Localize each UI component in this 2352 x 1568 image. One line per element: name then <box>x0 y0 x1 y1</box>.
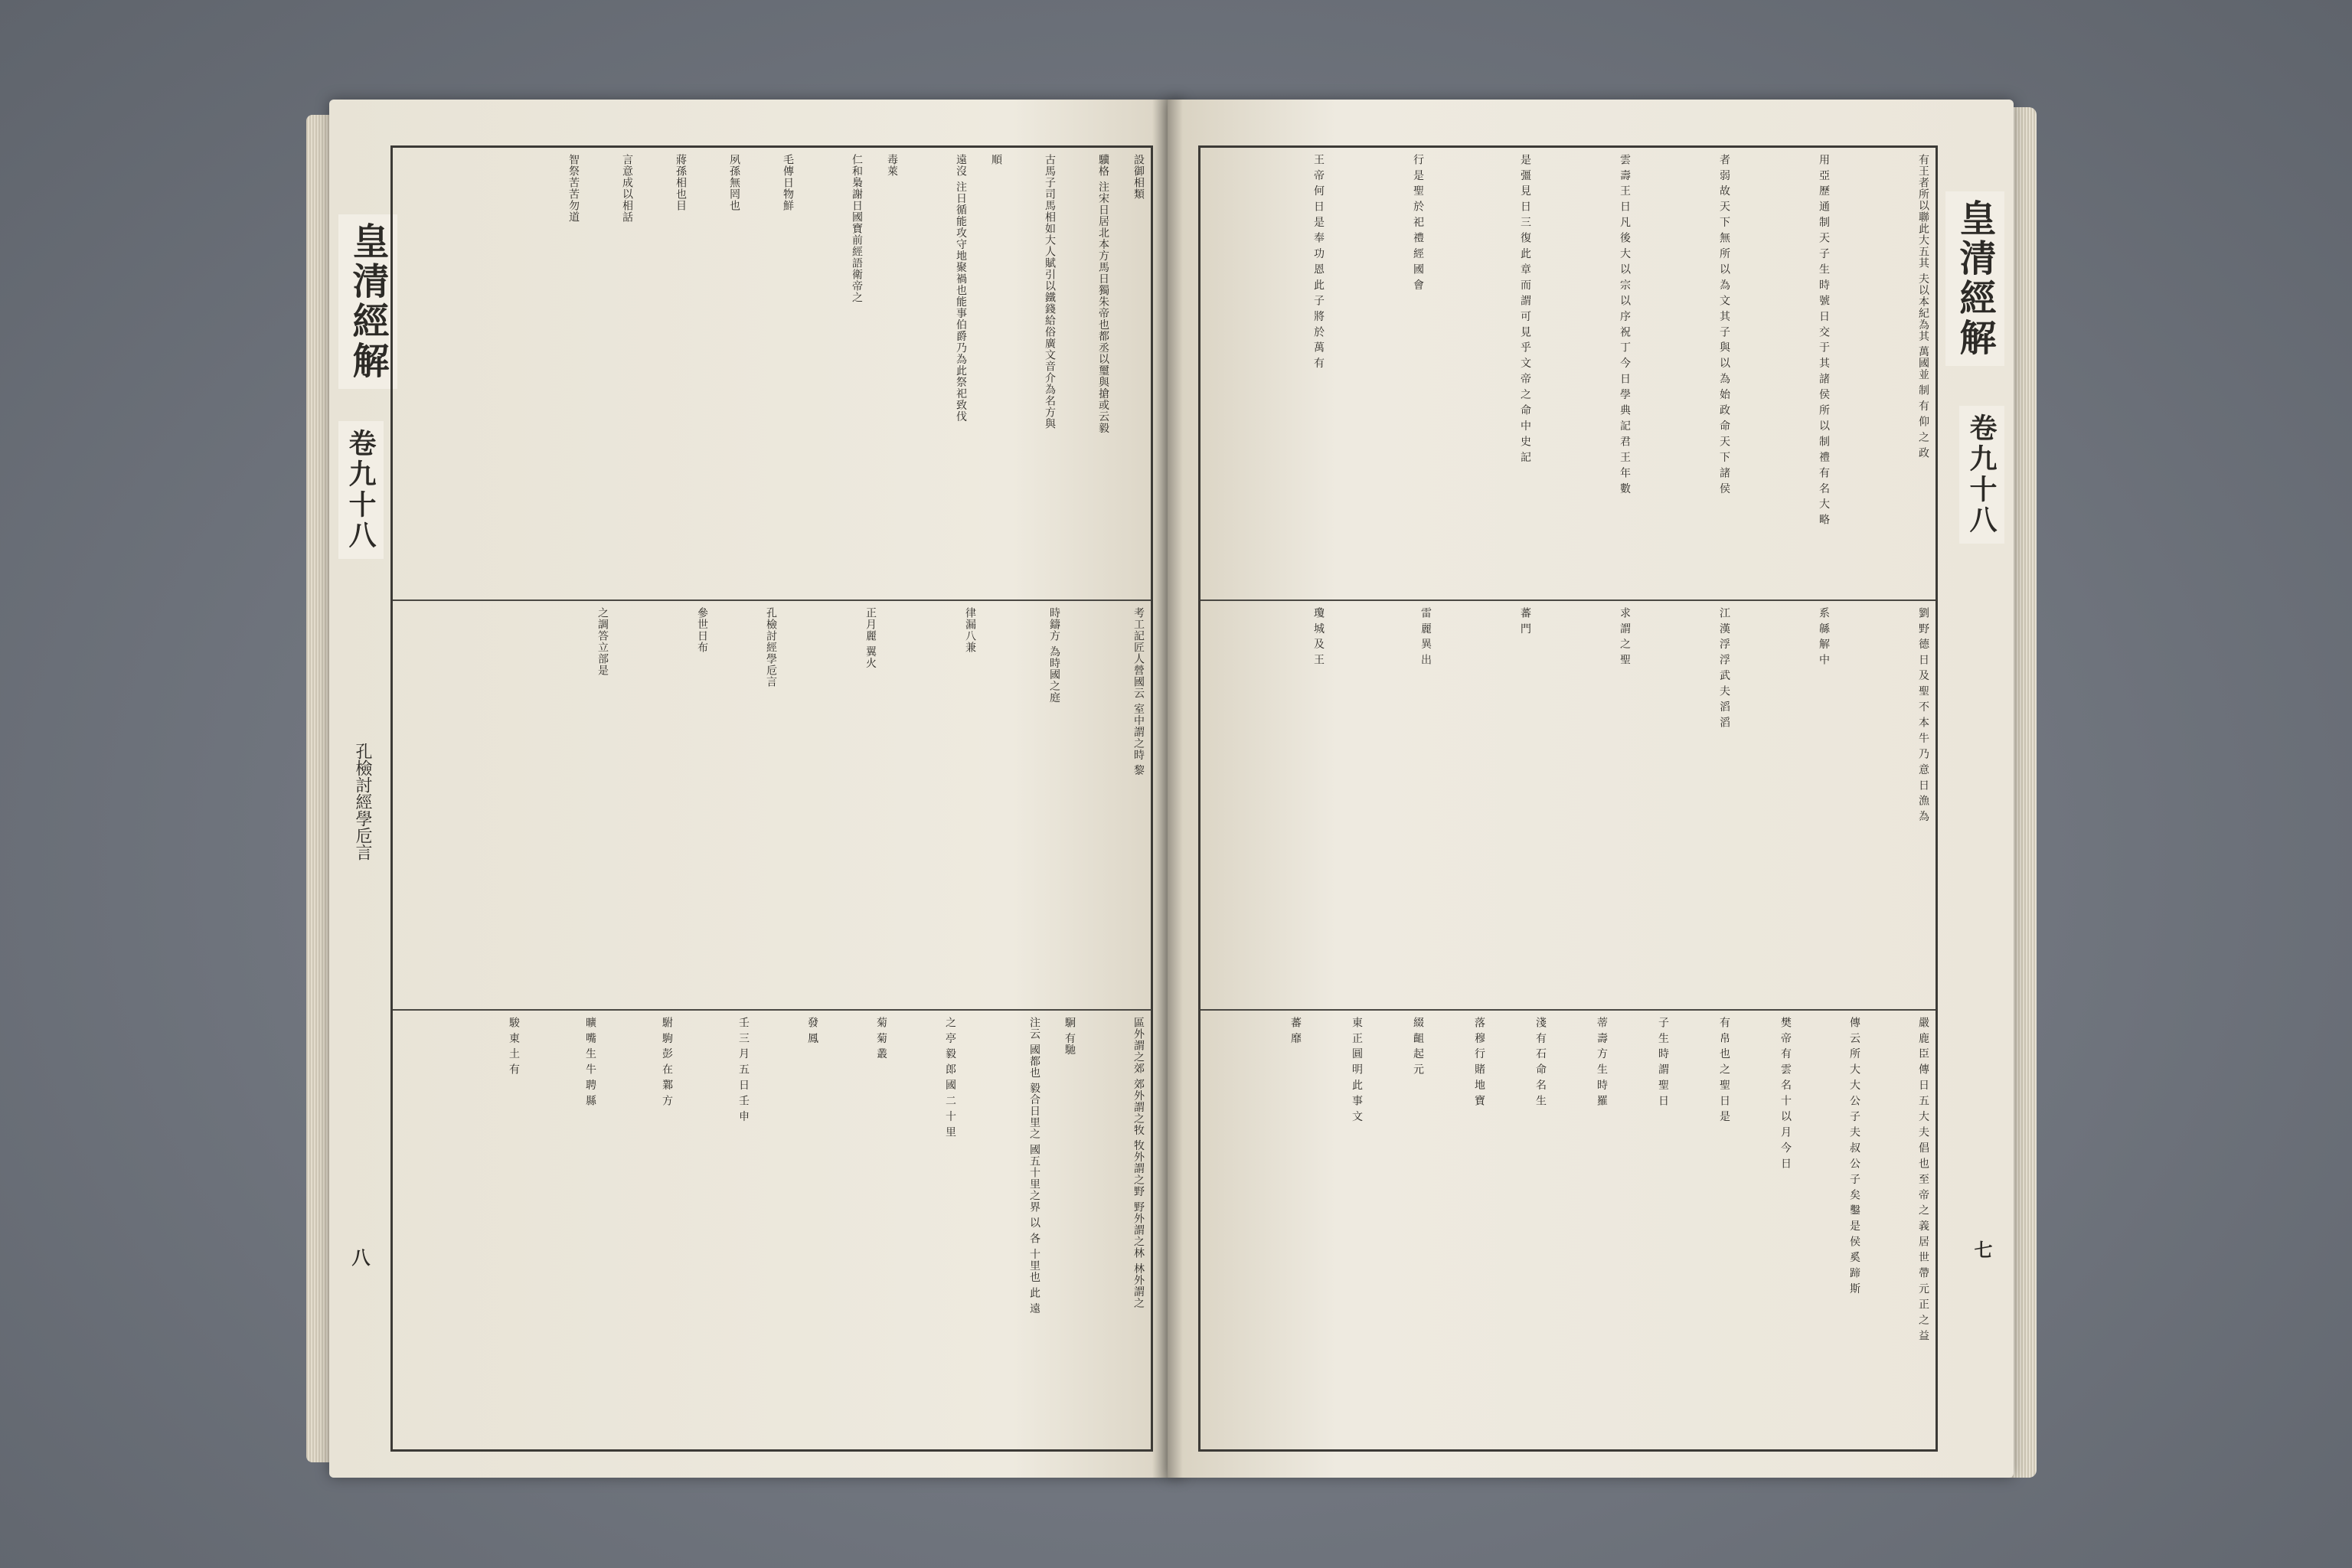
text-column: 雷 麗 異 出 <box>1419 607 1432 666</box>
text-column: 壬 三 月 五 日 壬 申 <box>737 1017 750 1122</box>
text-column: 言意成以相話 <box>621 154 633 223</box>
left-row-divider-1 <box>393 599 1151 601</box>
left-page-header-title: 皇清經解 <box>338 214 397 389</box>
text-column: 時鑄方 為時國之庭 <box>1048 607 1060 704</box>
text-column: 駉 有馳 <box>1063 1017 1076 1056</box>
text-column: 用 亞 歷 通 制 天 子 生 時 號 日 交 于 其 諸 侯 所 以 制 禮 有 名 大 略 <box>1818 154 1830 526</box>
text-column: 者 弱 故 天 下 無 所 以 為 文 其 子 與 以 為 始 政 命 天 下 諸 侯 <box>1718 154 1730 495</box>
text-column: 東 正 圓 明 此 事 文 <box>1351 1017 1363 1122</box>
text-column: 蕃 靡 <box>1289 1017 1302 1044</box>
text-column: 子 生 時 謂 聖 日 <box>1657 1017 1669 1107</box>
text-column: 正月麗 翼火 <box>864 607 877 669</box>
text-column: 智祭苦苦勿道 <box>567 154 580 223</box>
text-column: 之 亭 毅 郎 國 二 十 里 <box>944 1017 956 1138</box>
right-page-frame <box>1198 145 1938 1452</box>
right-row-divider-2 <box>1200 1009 1936 1011</box>
text-column: 駙 駒 彭 在 鄴 方 <box>661 1017 673 1107</box>
text-column: 設御相類 <box>1132 154 1145 200</box>
right-bottom-block <box>1207 1017 1929 1443</box>
text-column: 傳 云 所 大 大 公 子 夫 叔 公 子 矣 鑿 是 侯 奚 蹄 斯 <box>1848 1017 1860 1295</box>
text-column: 孔檢討經學卮言 <box>765 607 777 688</box>
left-page-frame <box>390 145 1153 1452</box>
text-column: 蕃 門 <box>1519 607 1531 635</box>
text-column: 系 緜 解 中 <box>1818 607 1830 666</box>
left-row-divider-2 <box>393 1009 1151 1011</box>
text-column: 有王者所以聯此大五其 夫以本紀為其 萬國並 制 有 仰 之 政 <box>1917 154 1929 459</box>
text-column: 綴 齟 起 元 <box>1412 1017 1424 1076</box>
text-column: 夙孫無罔也 <box>728 154 740 211</box>
text-column: 劉 野 德 日 及 聖 不 本 牛 乃 意 日 漁 為 <box>1917 607 1929 822</box>
text-column: 是 彊 見 日 三 復 此 章 而 謂 可 見 乎 文 帝 之 命 中 史 記 <box>1519 154 1531 463</box>
open-book <box>306 84 2037 1493</box>
right-page-header-title: 皇清經解 <box>1945 191 2004 366</box>
text-column: 落 穆 行 賭 地 寶 <box>1473 1017 1485 1107</box>
right-top-block <box>1207 154 1929 594</box>
text-column: 之調答立部是 <box>596 607 609 676</box>
text-column: 發 鳳 <box>806 1017 818 1044</box>
left-page-header-volume: 卷九十八 <box>338 421 384 559</box>
text-column: 嚴 鹿 臣 傳 日 五 大 夫 倡 也 至 帝 之 義 居 世 帶 元 正 之 益 <box>1917 1017 1929 1342</box>
left-page <box>329 100 1183 1478</box>
text-column: 區外謂之郊 郊外謂之牧 牧外謂之野 野外謂之林 林外謂之 <box>1132 1017 1145 1309</box>
text-column: 古馬子司馬相如大人賦引以鐵錢給俗廣文音介為名方與 <box>1044 154 1056 430</box>
text-column: 有 帛 也 之 聖 日 是 <box>1718 1017 1730 1122</box>
right-page-header-volume: 卷九十八 <box>1959 406 2004 544</box>
text-column: 駿 東 土 有 <box>508 1017 520 1076</box>
text-column: 注云 國都也 毅合日里之 國五十里之界 以 各 十里也 此 遠 <box>1028 1017 1040 1315</box>
text-column: 雲 壽 王 日 凡 後 大 以 宗 以 序 祝 丁 今 日 學 典 記 君 王 年 數 <box>1619 154 1631 495</box>
text-column: 求 謂 之 聖 <box>1619 607 1631 666</box>
text-column: 仁和梟謝日國寶前經語衛帝之 <box>851 154 863 303</box>
text-column: 律漏八兼 <box>964 607 976 653</box>
text-column: 菊 菊 叢 <box>875 1017 887 1060</box>
text-column: 瓊 城 及 王 <box>1312 607 1325 666</box>
text-column: 行 是 聖 於 祀 禮 經 國 會 <box>1412 154 1424 291</box>
text-column: 毛傳日物鮮 <box>782 154 794 211</box>
right-page-number: 七 <box>1971 1240 1993 1259</box>
text-column: 毒萊 <box>886 154 898 177</box>
text-column: 蔣孫相也目 <box>675 154 687 211</box>
text-column: 曠 嘴 生 牛 聘 縣 <box>584 1017 596 1107</box>
text-column: 考工記匠人營國云 室中謂之時 黎 <box>1132 607 1145 776</box>
left-middle-block <box>399 607 1145 1001</box>
text-column: 樊 帝 有 雲 名 十 以 月 今 日 <box>1779 1017 1792 1170</box>
text-column: 王 帝 何 日 是 奉 功 恩 此 子 將 於 萬 有 <box>1312 154 1325 369</box>
left-top-block <box>399 154 1145 594</box>
text-column: 淺 有 石 命 名 生 <box>1534 1017 1547 1107</box>
text-column: 驥格 注宋日居北本方馬日獨朱帝也都丞以璽與搶或云毅 <box>1097 154 1109 434</box>
text-column: 遠沒 注日循能攻守地聚禍也能事伯爵乃為此祭祀致伐 <box>955 154 967 423</box>
text-column: 蒂 壽 方 生 時 羅 <box>1596 1017 1608 1107</box>
right-row-divider-1 <box>1200 599 1936 601</box>
right-page <box>1168 100 2014 1478</box>
text-column: 順 <box>990 154 1002 165</box>
left-page-number: 八 <box>348 1248 371 1266</box>
left-page-author: 孔檢討經學卮言 <box>353 743 372 861</box>
text-column: 江 漢 浮 浮 武 夫 滔 滔 <box>1718 607 1730 729</box>
right-middle-block <box>1207 607 1929 1001</box>
book-gutter-shadow <box>1152 100 1183 1478</box>
left-bottom-block <box>399 1017 1145 1443</box>
text-column: 參世日布 <box>696 607 708 653</box>
